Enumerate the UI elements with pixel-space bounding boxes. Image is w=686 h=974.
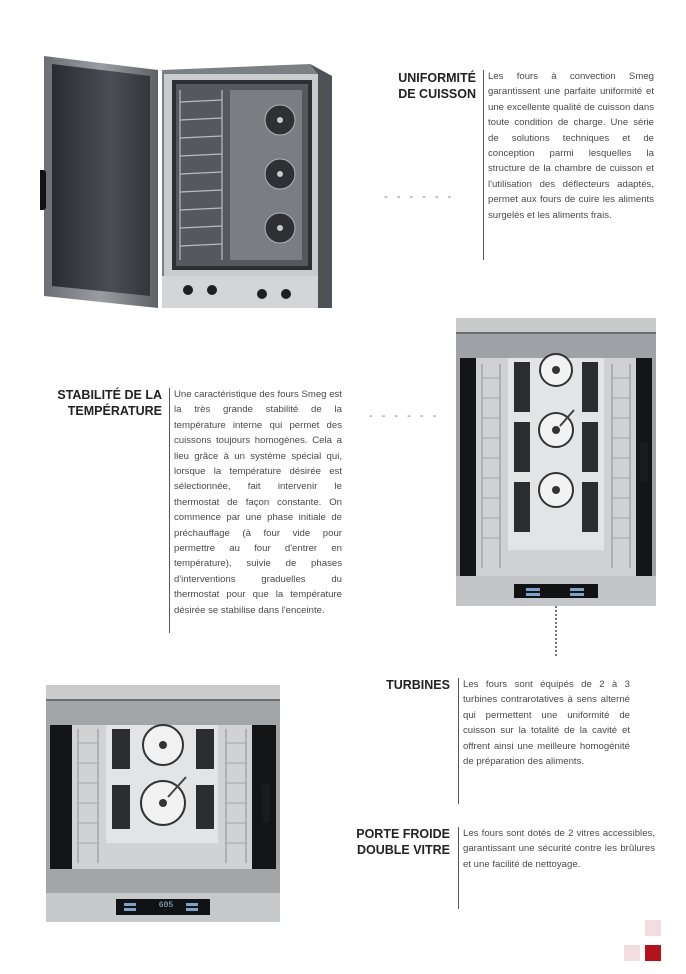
text-uniformite: Les fours à convection Smeg garantissent une parfaite uniformité et une excellente qualité de cuisson dans toute condition de charge. Une série de solutions techniques et de conception parmi lesquelles la structure de la chambre de cuisson et l'utilisation des déflecteurs adaptés, permet aux fours de cuire les aliments surgelés et les aliments frais. [488,71,654,221]
oven-display-value: 605 [158,901,174,910]
decor-square-light-top [645,920,661,936]
divider-line-4 [458,827,459,909]
decor-square-red [645,945,661,961]
heading-uniformite: UNIFORMITÉ DE CUISSON [398,71,476,101]
oven-two-fans-image [46,685,280,922]
divider-line-1 [483,70,484,260]
dashes-connector-1: - - - - - - [384,191,455,203]
heading-porte: PORTE FROIDE DOUBLE VITRE [356,827,450,857]
heading-turbines: TURBINES [386,678,450,692]
text-stabilite: Une caractéristique des fours Smeg est la très grande stabilité de la température interne qui permet des cuissons toujours homogènes. Cela a lieu grâce à un système spécial qui, lorsque la température désirée est sélectionnée, fait intervenir le thermostat de façon constante. On commence par une phase initiale de préchauffage (à four vide pour permettre au four d'entrer en température), suivie de phases d'interventions graduelles du thermostat pour que la température désirée se stabilise dans l'enceinte. [174,389,342,616]
text-turbines: Les fours sont équipés de 2 à 3 turbines contrarotatives à sens alterné qui permettent une uniformité de cuisson sur la totalité de la cavité et offrent ainsi une meilleure homogénité de préparation des aliments. [463,679,630,768]
decor-square-light-left [624,945,640,961]
heading-stabilite: STABILITÉ DE LA TEMPÉRATURE [57,388,162,418]
vertical-dashes-connector [555,606,559,656]
divider-line-3 [458,678,459,804]
oven-open-door-image [40,50,350,312]
dashes-connector-2: - - - - - - [369,410,440,422]
divider-line-2 [169,388,170,633]
text-porte: Les fours sont dotés de 2 vitres accessibles, garantissant une sécurité contre les brûlures et une facilité de nettoyage. [463,828,655,870]
oven-three-fans-image [456,318,656,606]
